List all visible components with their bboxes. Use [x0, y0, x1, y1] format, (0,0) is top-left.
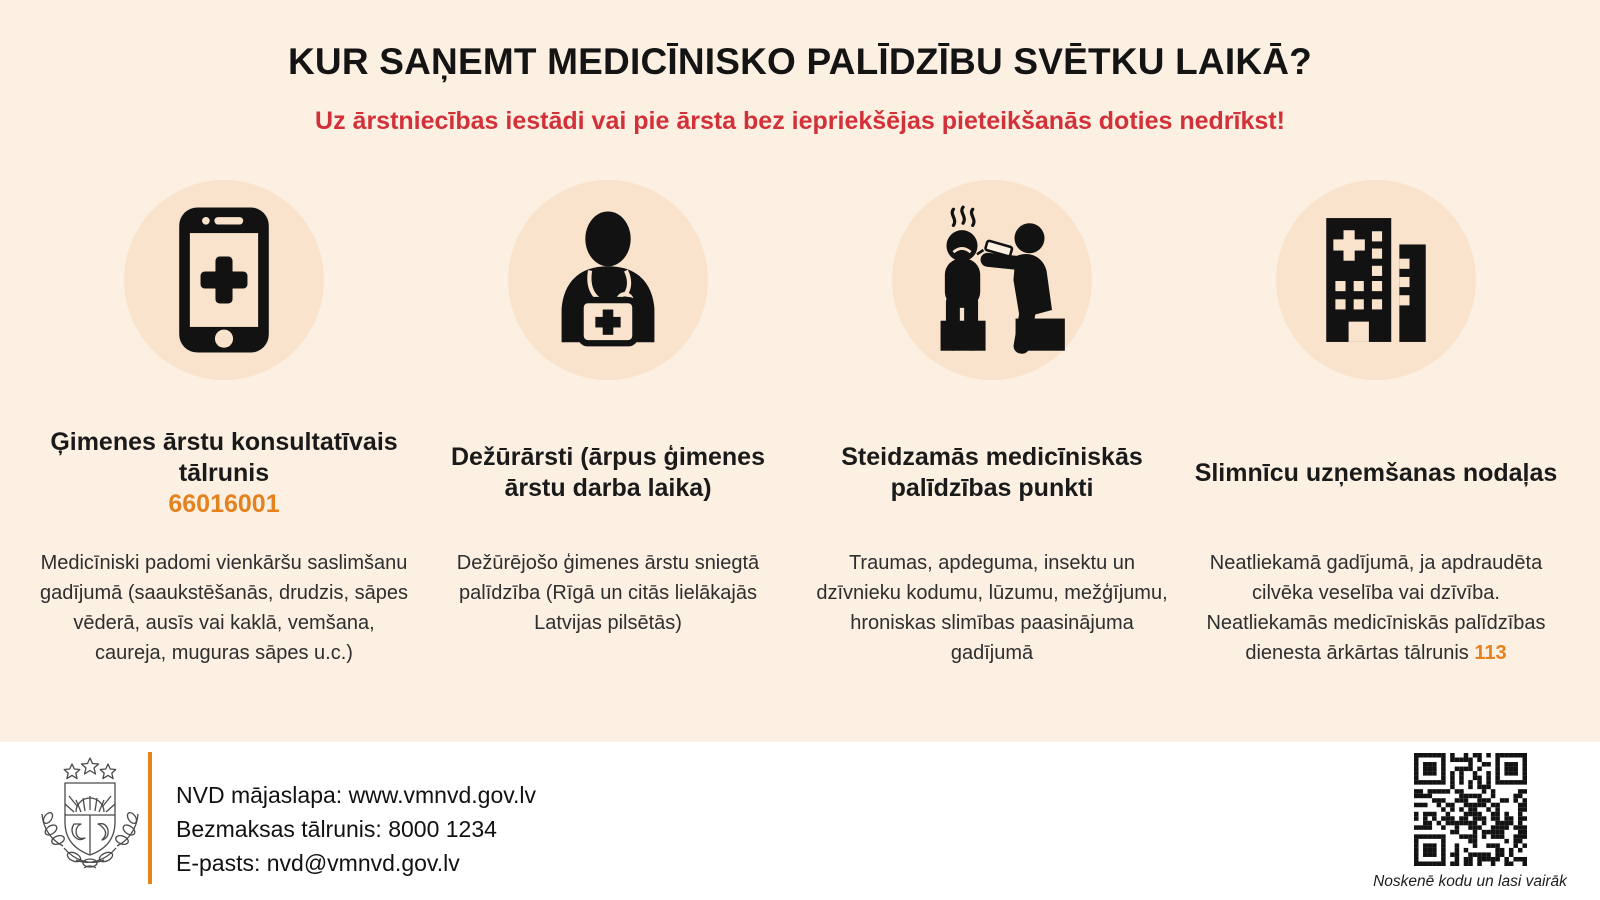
card-title-text: Slimnīcu uzņemšanas nodaļas — [1194, 458, 1558, 487]
card-title-text: Dežūrārsti (ārpus ģimenes ārstu darba laika) — [451, 443, 765, 502]
card-duty-doctors — [416, 180, 800, 668]
qr-caption: Noskenē kodu un lasi vairāk — [1373, 873, 1567, 890]
card-hospital-admission — [1184, 180, 1568, 668]
page-title: KUR SAŅEMT MEDICĪNISKO PALĪDZĪBU SVĒTKU LAIKĀ? — [288, 41, 1312, 82]
card-title-text: Steidzamās medicīniskās palīdzības punkti — [841, 443, 1143, 502]
hospital-building-icon — [1276, 180, 1476, 380]
qr-code — [1414, 753, 1527, 866]
orange-divider — [148, 752, 152, 884]
email-line: E-pasts: nvd@vmnvd.gov.lv — [176, 850, 460, 876]
medical-phone-icon — [124, 180, 324, 380]
card-title — [808, 414, 1176, 532]
contact-block — [176, 778, 536, 880]
medical-phone-icon-art — [176, 205, 272, 355]
card-urgent-aid-points — [800, 180, 1184, 668]
card-body: Traumas, apdeguma, insektu un dzīvnieku kodumu, lūzumu, mežģījumu, hroniskas slimības paasinājuma gadījumā — [816, 552, 1168, 664]
page-subtitle: Uz ārstniecības iestādi vai pie ārsta bez iepriekšējas pieteikšanās doties nedrīkst! — [315, 107, 1285, 135]
card-body: Medicīniski padomi vienkāršu saslimšanu gadījumā (saaukstēšanās, drudzis, sāpes vēderā, ausīs vai kaklā, vemšana, caureja, muguras sāpes u.c.) — [40, 552, 408, 664]
card-title — [1192, 414, 1560, 532]
card-body: Dežūrējošo ģimenes ārstu sniegtā palīdzība (Rīgā un citās lielākajās Latvijas pilsētās) — [456, 552, 760, 634]
free-phone-line: Bezmaksas tālrunis: 8000 1234 — [176, 816, 497, 842]
card-title-text: Ģimenes ārstu konsultatīvais tālrunis — [50, 427, 398, 487]
duty-doctor-icon-art — [550, 210, 666, 350]
card-title — [40, 414, 408, 532]
advice-phone-number: 66016001 — [168, 489, 280, 518]
website-line: NVD mājaslapa: www.vmnvd.gov.lv — [176, 782, 537, 808]
injection-treatment-icon-art — [917, 205, 1067, 355]
card-title — [424, 414, 792, 532]
card-body-text: Neatliekamā gadījumā, ja apdraudēta cilvēka veselība vai dzīvība. Neatliekamās medicīniskās palīdzības dienesta ārkārtas tālrunis — [1206, 552, 1546, 664]
card-body — [1192, 548, 1560, 668]
emergency-phone-number: 113 — [1474, 642, 1507, 664]
latvia-coat-of-arms-icon — [34, 756, 146, 874]
qr-block — [1370, 742, 1570, 891]
cards-row — [0, 180, 1600, 668]
injection-treatment-icon — [892, 180, 1092, 380]
hospital-building-icon-art — [1320, 214, 1432, 346]
footer-section — [0, 742, 1600, 900]
duty-doctor-icon — [508, 180, 708, 380]
card-family-doctor-phone — [32, 180, 416, 668]
